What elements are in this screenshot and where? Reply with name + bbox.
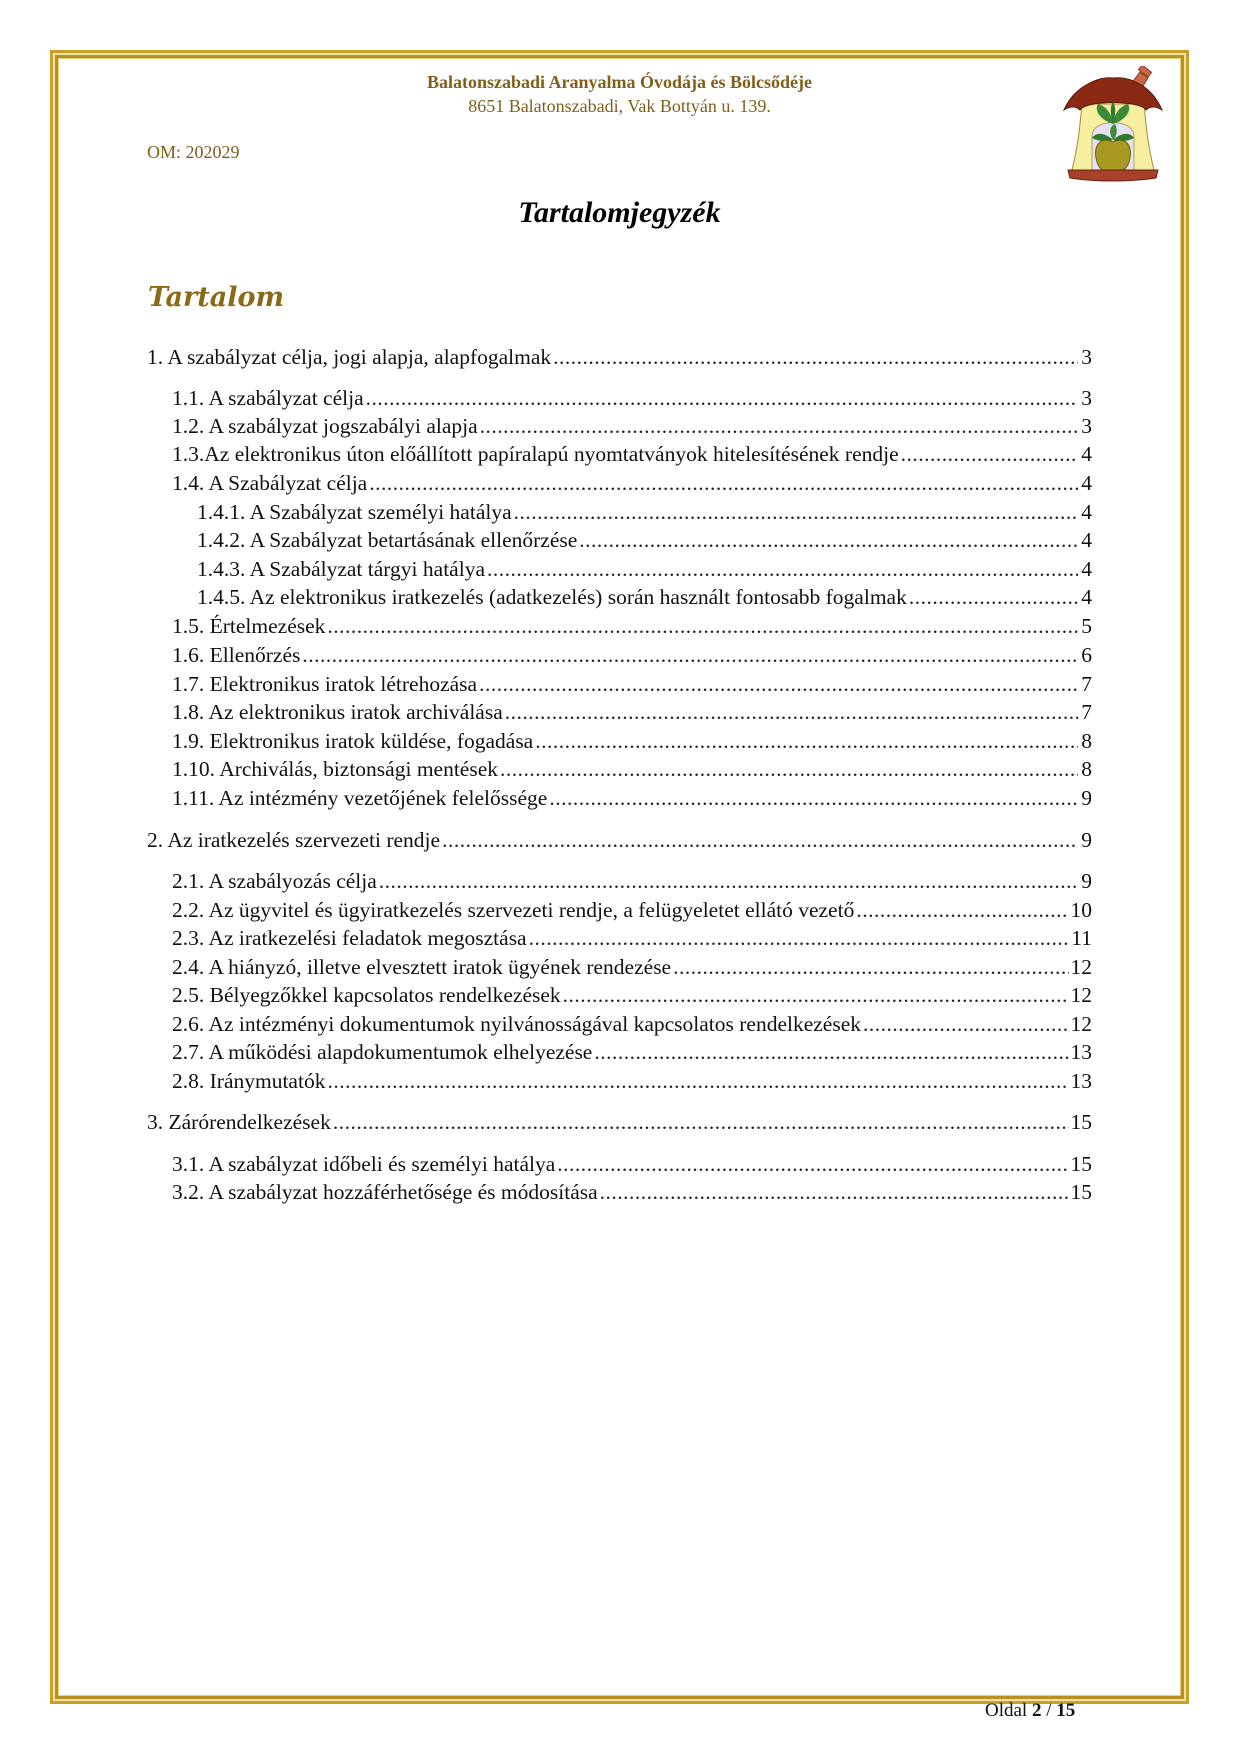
toc-page-number: 4 <box>1081 528 1092 552</box>
current-page: 2 <box>1031 1700 1042 1721</box>
toc-entry[interactable] <box>147 1109 1092 1135</box>
toc-entry[interactable] <box>172 699 1092 725</box>
toc-leader-dots <box>442 827 1078 853</box>
toc-entry-text: 1.4.5. Az elektronikus iratkezelés (adatkezelés) során használt fontosabb fogalmak <box>197 585 907 609</box>
toc-page-number: 15 <box>1070 1152 1092 1176</box>
toc-leader-dots <box>579 527 1078 553</box>
toc-page-number: 12 <box>1070 983 1092 1007</box>
page-label: Oldal <box>985 1700 1028 1721</box>
toc-page-number: 7 <box>1081 700 1092 724</box>
toc-page-number: 15 <box>1070 1180 1092 1204</box>
toc-page-number: 4 <box>1081 471 1092 495</box>
toc-leader-dots <box>487 556 1078 582</box>
toc-entry[interactable] <box>172 785 1092 811</box>
page-separator: / <box>1046 1700 1052 1721</box>
toc-leader-dots <box>333 1109 1069 1135</box>
toc-page-number: 7 <box>1081 672 1092 696</box>
toc-entry[interactable] <box>172 441 1092 467</box>
toc-leader-dots <box>909 584 1078 610</box>
toc-leader-dots <box>529 925 1070 951</box>
toc-leader-dots <box>594 1039 1068 1065</box>
toc-entry-text: 1.7. Elektronikus iratok létrehozása <box>172 672 478 696</box>
toc-page-number: 9 <box>1081 869 1092 893</box>
toc-entry-text: 1.11. Az intézmény vezetőjének felelőssége <box>172 786 548 810</box>
toc-page-number: 15 <box>1070 1110 1092 1134</box>
toc-leader-dots <box>366 385 1078 411</box>
kindergarten-crest-logo-icon <box>1060 66 1166 184</box>
toc-leader-dots <box>863 1011 1068 1037</box>
toc-entry-text: 2. Az iratkezelés szervezeti rendje <box>147 828 441 852</box>
toc-entry[interactable] <box>172 413 1092 439</box>
toc-page-number: 8 <box>1081 757 1092 781</box>
toc-entry-text: 3. Zárórendelkezések <box>147 1110 331 1134</box>
toc-entry-text: 2.4. A hiányzó, illetve elvesztett iratok ügyének rendezése <box>172 955 672 979</box>
toc-entry[interactable] <box>172 1011 1092 1037</box>
toc-entry-text: 2.1. A szabályozás célja <box>172 869 377 893</box>
toc-entry[interactable] <box>172 613 1092 639</box>
toc-entry[interactable] <box>172 1151 1092 1177</box>
toc-page-number: 8 <box>1081 729 1092 753</box>
toc-leader-dots <box>557 1151 1068 1177</box>
toc-entry[interactable] <box>147 827 1092 853</box>
total-pages: 15 <box>1056 1700 1076 1721</box>
toc-entry[interactable] <box>172 982 1092 1008</box>
toc-page-number: 4 <box>1081 557 1092 581</box>
toc-entry[interactable] <box>172 470 1092 496</box>
toc-entry-text: 2.7. A működési alapdokumentumok elhelyezése <box>172 1040 593 1064</box>
toc-leader-dots <box>600 1179 1069 1205</box>
toc-entry-text: 1.6. Ellenőrzés <box>172 643 301 667</box>
toc-entry[interactable] <box>197 527 1092 553</box>
toc-leader-dots <box>553 344 1078 370</box>
toc-page-number: 3 <box>1081 414 1092 438</box>
toc-entry-text: 1.9. Elektronikus iratok küldése, fogadása <box>172 729 534 753</box>
toc-entry[interactable] <box>172 897 1092 923</box>
institution-name: Balatonszabadi Aranyalma Óvodája és Bölcsődéje <box>426 72 812 92</box>
toc-entry-text: 3.1. A szabályzat időbeli és személyi hatálya <box>172 1152 556 1176</box>
toc-entry[interactable] <box>172 954 1092 980</box>
toc-leader-dots <box>673 954 1068 980</box>
toc-entry-text: 3.2. A szabályzat hozzáférhetősége és módosítása <box>172 1180 598 1204</box>
toc-entry[interactable] <box>172 1068 1092 1094</box>
toc-entry-text: 2.8. Iránymutatók <box>172 1069 326 1093</box>
toc-entry-text: 1. A szabályzat célja, jogi alapja, alapfogalmak <box>147 345 552 369</box>
toc-page-number: 13 <box>1070 1069 1092 1093</box>
toc-entry[interactable] <box>172 868 1092 894</box>
toc-page-number: 5 <box>1081 614 1092 638</box>
toc-entry-text: 2.5. Bélyegzőkkel kapcsolatos rendelkezések <box>172 983 561 1007</box>
toc-entry-text: 1.8. Az elektronikus iratok archiválása <box>172 700 503 724</box>
toc-leader-dots <box>479 671 1078 697</box>
toc-page-number: 9 <box>1081 786 1092 810</box>
toc-page-number: 13 <box>1070 1040 1092 1064</box>
toc-page-number: 3 <box>1081 345 1092 369</box>
toc-entry-text: 1.4.2. A Szabályzat betartásának ellenőrzése <box>197 528 578 552</box>
toc-page-number: 4 <box>1081 442 1092 466</box>
toc-entry-text: 1.1. A szabályzat célja <box>172 386 364 410</box>
toc-leader-dots <box>514 499 1078 525</box>
toc-entry-text: 1.5. Értelmezések <box>172 614 326 638</box>
toc-leader-dots <box>302 642 1078 668</box>
toc-leader-dots <box>856 897 1068 923</box>
toc-entry-text: 1.4.3. A Szabályzat tárgyi hatálya <box>197 557 485 581</box>
page-indicator <box>985 1700 1075 1722</box>
toc-entry[interactable] <box>172 756 1092 782</box>
toc-leader-dots <box>327 1068 1068 1094</box>
toc-leader-dots <box>901 441 1078 467</box>
toc-entry-text: 1.4. A Szabályzat célja <box>172 471 368 495</box>
toc-page-number: 12 <box>1070 955 1092 979</box>
institution-address: 8651 Balatonszabadi, Vak Bottyán u. 139. <box>468 96 771 116</box>
toc-leader-dots <box>480 413 1078 439</box>
toc-leader-dots <box>549 785 1078 811</box>
toc-page-number: 9 <box>1081 828 1092 852</box>
om-code: OM: 202029 <box>147 142 240 162</box>
toc-entry[interactable] <box>172 642 1092 668</box>
toc-leader-dots <box>500 756 1078 782</box>
toc-entry[interactable] <box>172 385 1092 411</box>
toc-entry[interactable] <box>197 584 1092 610</box>
toc-page-number: 11 <box>1071 926 1092 950</box>
toc-page-number: 12 <box>1070 1012 1092 1036</box>
toc-entry[interactable] <box>172 925 1092 951</box>
toc-entry[interactable] <box>172 671 1092 697</box>
toc-entry[interactable] <box>197 499 1092 525</box>
toc-leader-dots <box>379 868 1078 894</box>
toc-entry-text: 1.4.1. A Szabályzat személyi hatálya <box>197 500 512 524</box>
toc-entry-text: 2.3. Az iratkezelési feladatok megosztása <box>172 926 527 950</box>
toc-leader-dots <box>369 470 1078 496</box>
document-title: Tartalomjegyzék <box>518 196 721 229</box>
toc-leader-dots <box>327 613 1078 639</box>
toc-page-number: 6 <box>1081 643 1092 667</box>
toc-page-number: 4 <box>1081 500 1092 524</box>
toc-entry[interactable] <box>172 1179 1092 1205</box>
toc-page-number: 4 <box>1081 585 1092 609</box>
toc-heading: Tartalom <box>148 282 285 313</box>
toc-entry-text: 2.6. Az intézményi dokumentumok nyilvánosságával kapcsolatos rendelkezések <box>172 1012 862 1036</box>
toc-entry[interactable] <box>147 344 1092 370</box>
toc-page-number: 3 <box>1081 386 1092 410</box>
toc-entry-text: 1.3.Az elektronikus úton előállított papíralapú nyomtatványok hitelesítésének rendje <box>172 442 899 466</box>
toc-entry[interactable] <box>197 556 1092 582</box>
toc-entry-text: 1.2. A szabályzat jogszabályi alapja <box>172 414 478 438</box>
toc-leader-dots <box>505 699 1078 725</box>
toc-entry[interactable] <box>172 728 1092 754</box>
toc-leader-dots <box>535 728 1078 754</box>
toc-leader-dots <box>563 982 1069 1008</box>
toc-entry-text: 2.2. Az ügyvitel és ügyiratkezelés szervezeti rendje, a felügyeletet ellátó vezető <box>172 898 855 922</box>
toc-entry[interactable] <box>172 1039 1092 1065</box>
toc-page-number: 10 <box>1070 898 1092 922</box>
toc-entry-text: 1.10. Archiválás, biztonsági mentések <box>172 757 499 781</box>
